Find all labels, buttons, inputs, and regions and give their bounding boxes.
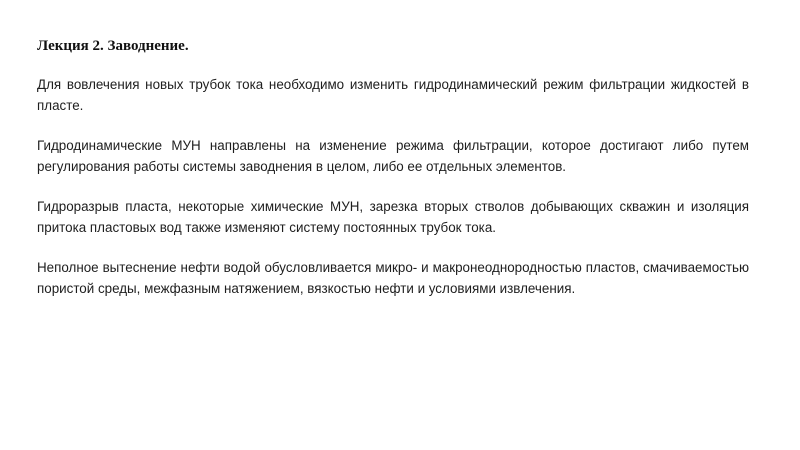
paragraph-2: Гидродинамические МУН направлены на изменение режима фильтрации, которое достигают либо путем регулирования работы системы заводнения в целом, либо ее отдельных элементов.	[37, 138, 749, 174]
slide-content	[37, 36, 749, 319]
paragraph-3: Гидроразрыв пласта, некоторые химические МУН, зарезка вторых стволов добывающих скважин и изоляция притока пластовых вод также изменяют систему постоянных трубок тока.	[37, 199, 749, 235]
slide-title: Лекция 2. Заводнение.	[37, 38, 189, 54]
paragraph-1: Для вовлечения новых трубок тока необходимо изменить гидродинамический режим фильтрации жидкостей в пласте.	[37, 77, 749, 113]
paragraph-4: Неполное вытеснение нефти водой обусловливается микро- и макронеоднородностью пластов, смачиваемостью пористой среды, межфазным натяжением, вязкостью нефти и условиями извлечения.	[37, 260, 749, 296]
